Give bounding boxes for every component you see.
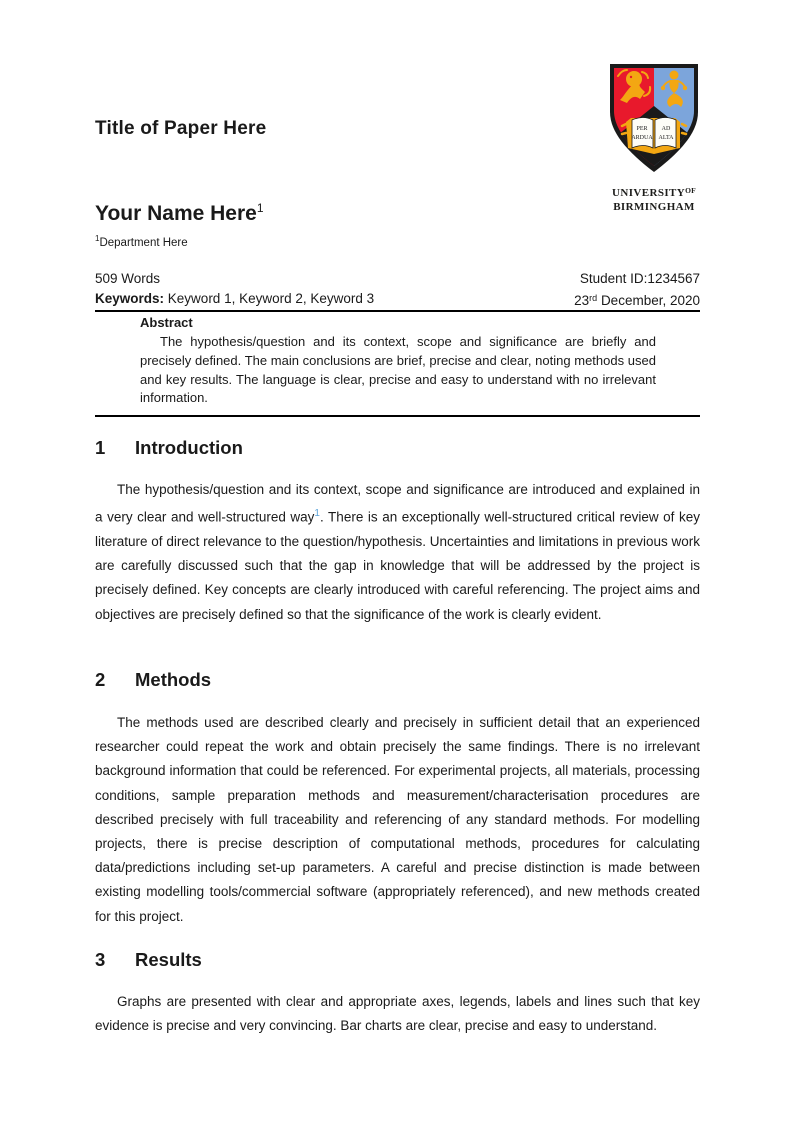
section-heading-methods [95, 669, 700, 691]
section-heading-introduction [95, 437, 700, 459]
university-crest [604, 62, 704, 176]
motto-alta: ALTA [658, 135, 674, 141]
meta-block [95, 269, 700, 310]
crest-book-icon [622, 118, 686, 155]
university-wordmark [574, 184, 734, 214]
date: 23rd December, 2020 [574, 292, 700, 308]
meta-row-1 [95, 269, 700, 289]
crest-shield [604, 62, 704, 176]
results-paragraph: Graphs are presented with clear and appropriate axes, legends, labels and lines such that key evidence is precise and very convincing. Bar charts are clear, precise and easy to understand. [95, 994, 700, 1034]
section-number: 1 [95, 437, 106, 458]
citation-link[interactable]: 1 [314, 508, 320, 520]
section-number: 2 [95, 669, 106, 690]
wordmark-of: OF [685, 186, 696, 195]
section-title: Introduction [135, 437, 243, 458]
introduction-paragraph: The hypothesis/question and its context, scope and significance are introduced and explained in a very clear and well-structured way$^1$. There is an exceptionally well-structured critical review of key literature of direct relevance to the question/hypothesis. Uncertainties and limitations in previous work are carefully discussed such that the gap in knowledge that will be addressed by the project is precisely defined. Key concepts are clearly introduced with careful referencing. The project aims and objectives are precisely defined so that the significance of the work is clearly evident. [95, 482, 700, 622]
section-title: Results [135, 949, 202, 970]
divider-bottom [95, 415, 700, 417]
wordmark-birmingham: BIRMINGHAM [613, 200, 695, 213]
author-footnote-marker: 1 [256, 201, 264, 215]
abstract-heading: Abstract [140, 315, 193, 330]
paper-title: Title of Paper Here [95, 117, 267, 139]
motto-per: PER [636, 126, 648, 132]
abstract-body: The hypothesis/question and its context, scope and significance are briefly and precisely defined. The main conclusions are brief, precise and clear, noting methods used and key results. The language is clear, precise and easy to understand with no irrelevant information. [140, 334, 656, 406]
affiliation: $^1$Department Here [95, 234, 188, 249]
affiliation-marker: 1 [95, 234, 100, 243]
wordmark-university: UNIVERSITY [612, 187, 686, 199]
section-number: 3 [95, 949, 106, 970]
section-title: Methods [135, 669, 212, 690]
meta-row-2 [95, 289, 700, 311]
motto-ardua: ARDUA [631, 135, 653, 141]
section-heading-results [95, 949, 700, 971]
methods-paragraph: The methods used are described clearly and precisely in sufficient detail that an experienced researcher could repeat the work and obtain precisely the same findings. There is no irrelevant background information that could be referenced. For experimental projects, all materials, processing conditions, sample preparation methods and measurement/characterisation procedures are described precisely with full traceability and referencing of any standard methods. For modelling projects, there is precise description of computational methods, procedures for calculating data/predictions including set-up parameters. A careful and precise distinction is made between existing modelling tools/commercial software (appropriately referenced), and new methods created for this project. [95, 715, 700, 924]
divider-top [95, 310, 700, 312]
keywords: Keywords: Keyword 1, Keyword 2, Keyword 3 [95, 290, 375, 306]
author-name: Your Name Here$^1$ [95, 201, 264, 225]
student-id: Student ID:1234567 [579, 271, 700, 286]
motto-ad: AD [661, 126, 671, 132]
abstract-section [140, 315, 656, 408]
word-count: 509 Words [95, 271, 161, 286]
